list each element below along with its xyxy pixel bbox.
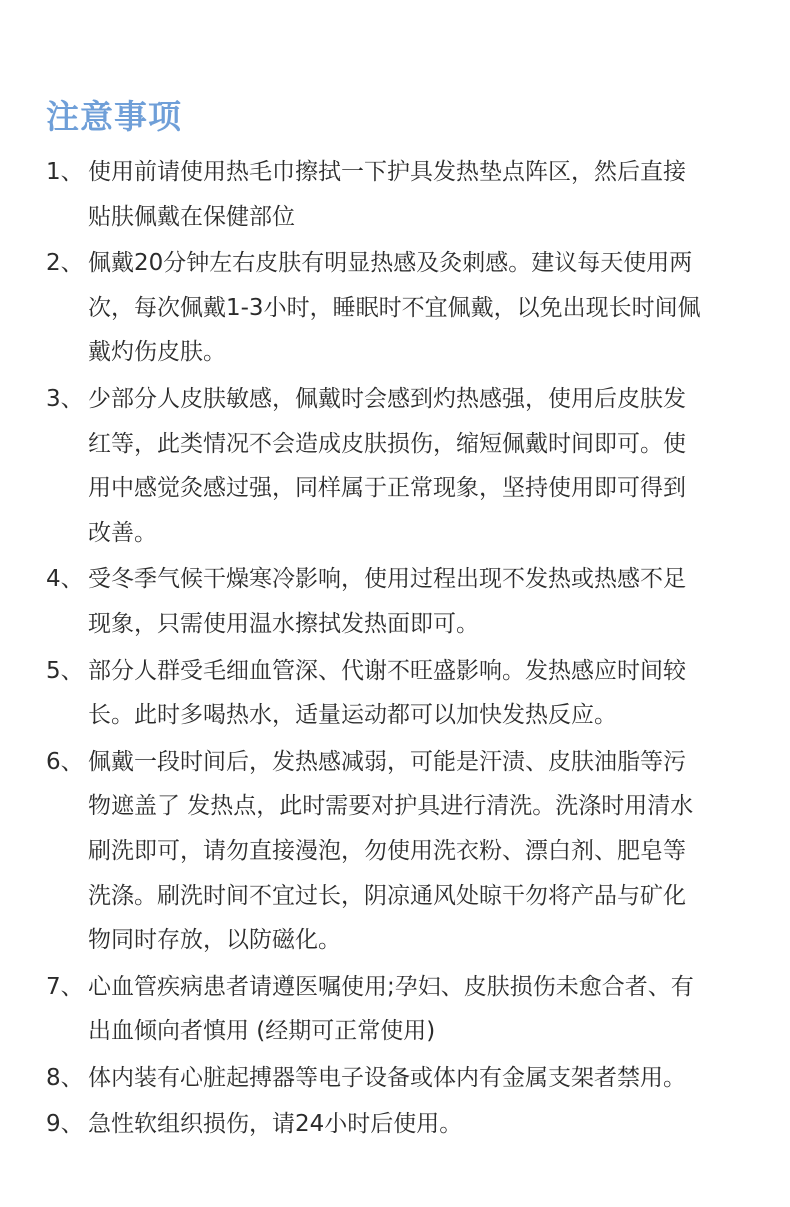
item-text bbox=[88, 150, 758, 239]
item-line: 刷洗即可，请勿直接漫泡，勿使用洗衣粉、漂白剂、肥皂等 bbox=[88, 837, 686, 864]
item-number: 4、 bbox=[46, 566, 84, 593]
notice-list bbox=[46, 150, 758, 1149]
item-line: 戴灼伤皮肤。 bbox=[88, 339, 226, 366]
item-line: 用中感觉灸感过强，同样属于正常现象，坚持使用即可得到 bbox=[88, 475, 686, 502]
item-line: 长。此时多喝热水，适量运动都可以加快发热反应。 bbox=[88, 702, 617, 729]
item-line: 洗涤。刷洗时间不宜过长，阴凉通风处晾干勿将产品与矿化 bbox=[88, 882, 686, 909]
item-line: 佩戴20分钟左右皮肤有明显热感及灸刺感。建议每天使用两 bbox=[88, 250, 693, 277]
list-item bbox=[46, 649, 758, 738]
list-item bbox=[46, 740, 758, 963]
list-item bbox=[46, 241, 758, 375]
list-item bbox=[46, 1056, 758, 1101]
item-text bbox=[88, 649, 758, 738]
item-number: 3、 bbox=[46, 385, 84, 412]
list-item bbox=[46, 150, 758, 239]
page-title: 注意事项 bbox=[46, 97, 182, 136]
item-text bbox=[88, 557, 758, 646]
list-item bbox=[46, 377, 758, 555]
item-line: 使用前请使用热毛巾擦拭一下护具发热垫点阵区，然后直接 bbox=[88, 159, 686, 185]
item-line: 佩戴一段时间后，发热感减弱，可能是汗渍、皮肤油脂等污 bbox=[88, 748, 686, 775]
item-number: 6、 bbox=[46, 748, 84, 775]
item-line: 急性软组织损伤，请24小时后使用。 bbox=[88, 1111, 463, 1138]
list-item bbox=[46, 1102, 758, 1147]
item-line: 物同时存放，以防磁化。 bbox=[88, 927, 341, 954]
item-line: 贴肤佩戴在保健部位 bbox=[88, 203, 295, 230]
item-number: 7、 bbox=[46, 973, 84, 1000]
item-text bbox=[88, 377, 758, 555]
list-item bbox=[46, 557, 758, 646]
item-number: 1、 bbox=[46, 159, 84, 185]
item-text bbox=[88, 1102, 758, 1147]
item-text bbox=[88, 1056, 758, 1101]
item-line: 改善。 bbox=[88, 519, 157, 546]
item-line: 部分人群受毛细血管深、代谢不旺盛影响。发热感应时间较 bbox=[88, 657, 686, 684]
item-text bbox=[88, 241, 758, 375]
item-line: 次，每次佩戴1-3小时，睡眠时不宜佩戴，以免出现长时间佩 bbox=[88, 294, 701, 321]
item-line: 少部分人皮肤敏感，佩戴时会感到灼热感强，使用后皮肤发 bbox=[88, 385, 686, 412]
item-line: 心血管疾病患者请遵医嘱使用;孕妇、皮肤损伤未愈合者、有 bbox=[88, 973, 694, 1000]
item-number: 5、 bbox=[46, 657, 84, 684]
item-number: 2、 bbox=[46, 250, 84, 277]
item-line: 受冬季气候干燥寒冷影响，使用过程出现不发热或热感不足 bbox=[88, 566, 686, 593]
list-item bbox=[46, 965, 758, 1054]
item-text bbox=[88, 740, 758, 963]
item-line: 现象，只需使用温水擦拭发热面即可。 bbox=[88, 610, 479, 637]
item-line: 物遮盖了 发热点，此时需要对护具进行清洗。洗涤时用清水 bbox=[88, 793, 694, 820]
item-number: 9、 bbox=[46, 1111, 84, 1138]
item-text bbox=[88, 965, 758, 1054]
item-number: 8、 bbox=[46, 1064, 84, 1091]
item-line: 体内装有心脏起搏器等电子设备或体内有金属支架者禁用。 bbox=[88, 1064, 686, 1091]
item-line: 出血倾向者慎用 (经期可正常使用) bbox=[88, 1018, 436, 1045]
item-line: 红等，此类情况不会造成皮肤损伤，缩短佩戴时间即可。使 bbox=[88, 430, 686, 457]
